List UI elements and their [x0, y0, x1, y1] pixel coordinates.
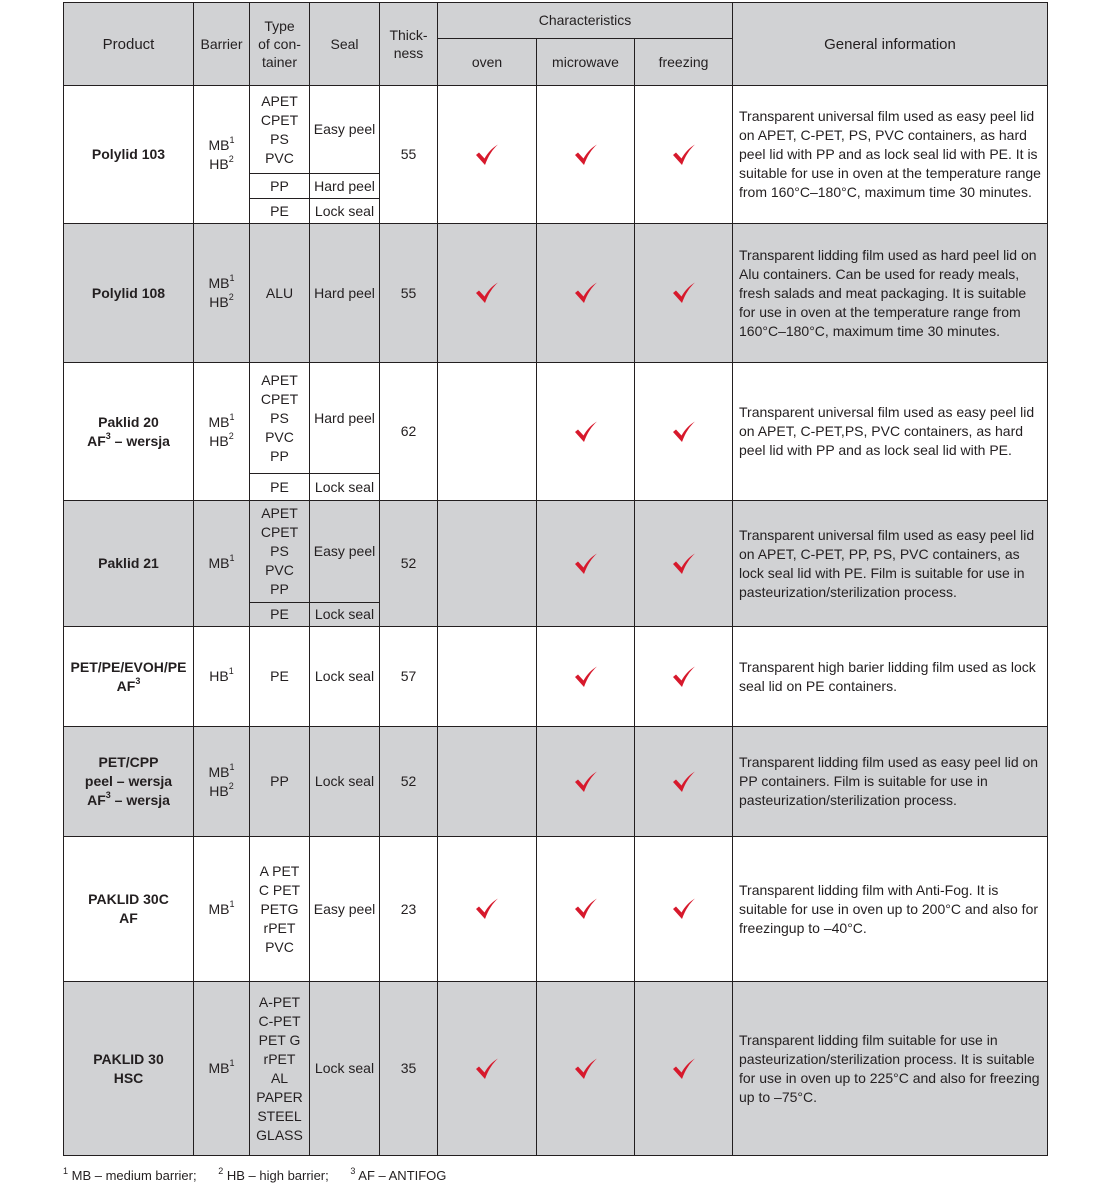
container-type: PP	[250, 727, 310, 837]
microwave-check	[537, 727, 635, 837]
barrier-cell: $MB^1$ $HB^2$	[194, 224, 250, 363]
checkmark-icon	[475, 282, 499, 304]
table-row	[64, 501, 1048, 603]
container-type: PE	[250, 603, 310, 627]
seal-type: Easy peel	[310, 86, 380, 174]
freezing-check	[635, 727, 733, 837]
barrier-cell: $MB^1$	[194, 982, 250, 1156]
oven-check	[438, 224, 537, 363]
table-row	[64, 837, 1048, 982]
oven-check	[438, 501, 537, 627]
header-seal: Seal	[310, 3, 380, 86]
checkmark-icon	[574, 1058, 598, 1080]
oven-check	[438, 627, 537, 727]
seal-type: Lock seal	[310, 727, 380, 837]
general-information: Transparent universal film used as easy peel lid on APET, C-PET, PP, PS, PVC containers, as lock seal lid with PE. Film is suitable for use in pasteurization/sterilization process.	[733, 501, 1048, 627]
product-name: PET/CPP peel – wersja $AF^3$ – wersja	[64, 727, 194, 837]
checkmark-icon	[672, 144, 696, 166]
checkmark-icon	[672, 666, 696, 688]
product-name: PET/PE/EVOH/PE $AF^3$	[64, 627, 194, 727]
freezing-check	[635, 86, 733, 224]
thickness-value: 57	[380, 627, 438, 727]
product-name: Polylid 103	[64, 86, 194, 224]
general-information: Transparent high barier lidding film used as lock seal lid on PE containers.	[733, 627, 1048, 727]
header-characteristics: Characteristics	[438, 3, 733, 39]
freezing-check	[635, 837, 733, 982]
general-information: Transparent lidding film used as hard peel lid on Alu containers. Can be used for ready meals, fresh salads and meat packaging. It is suitable for use in oven at the temperature range from 160°C–180°C, maximum time 30 minutes.	[733, 224, 1048, 363]
microwave-check	[537, 501, 635, 627]
thickness-value: 62	[380, 363, 438, 501]
seal-type: Lock seal	[310, 603, 380, 627]
header-container-type: Type of con-tainer	[250, 3, 310, 86]
thickness-value: 35	[380, 982, 438, 1156]
checkmark-icon	[672, 771, 696, 793]
oven-check	[438, 363, 537, 501]
barrier-cell: $MB^1$ $HB^2$	[194, 363, 250, 501]
checkmark-icon	[574, 553, 598, 575]
seal-type: Easy peel	[310, 837, 380, 982]
table-row	[64, 363, 1048, 474]
checkmark-icon	[574, 771, 598, 793]
footnote-item: $^2$ HB – high barrier;	[218, 1165, 329, 1183]
general-information: Transparent lidding film used as easy peel lid on PP containers. Film is suitable for use in pasteurization/sterilization process.	[733, 727, 1048, 837]
checkmark-icon	[672, 282, 696, 304]
seal-type: Lock seal	[310, 982, 380, 1156]
header-microwave: microwave	[537, 39, 635, 86]
barrier-cell: $MB^1$	[194, 501, 250, 627]
checkmark-icon	[574, 144, 598, 166]
barrier-cell: $MB^1$ $HB^2$	[194, 86, 250, 224]
footnote-item: $^3$ AF – ANTIFOG	[350, 1165, 447, 1183]
checkmark-icon	[672, 421, 696, 443]
thickness-value: 23	[380, 837, 438, 982]
checkmark-icon	[672, 553, 696, 575]
container-type: APET CPET PS PVC PP	[250, 363, 310, 474]
freezing-check	[635, 982, 733, 1156]
seal-type: Hard peel	[310, 363, 380, 474]
thickness-value: 55	[380, 224, 438, 363]
thickness-value: 52	[380, 501, 438, 627]
container-type: PP	[250, 174, 310, 199]
table-row	[64, 627, 1048, 727]
product-spec-table	[63, 2, 1048, 1156]
header-product: Product	[64, 3, 194, 86]
microwave-check	[537, 627, 635, 727]
seal-type: Lock seal	[310, 627, 380, 727]
product-name: Paklid 20 $AF^3$ – wersja	[64, 363, 194, 501]
oven-check	[438, 982, 537, 1156]
general-information: Transparent universal film used as easy peel lid on APET, C-PET,PS, PVC containers, as hard peel lid with PP and as lock seal lid with PE.	[733, 363, 1048, 501]
table-row	[64, 86, 1048, 174]
container-type: A-PET C-PET PET G rPET AL PAPER STEEL GLASS	[250, 982, 310, 1156]
header-freezing: freezing	[635, 39, 733, 86]
barrier-cell: $HB^1$	[194, 627, 250, 727]
oven-check	[438, 86, 537, 224]
checkmark-icon	[475, 898, 499, 920]
microwave-check	[537, 86, 635, 224]
seal-type: Lock seal	[310, 474, 380, 501]
header-barrier: Barrier	[194, 3, 250, 86]
checkmark-icon	[672, 898, 696, 920]
thickness-value: 55	[380, 86, 438, 224]
checkmark-icon	[475, 144, 499, 166]
thickness-value: 52	[380, 727, 438, 837]
seal-type: Hard peel	[310, 224, 380, 363]
checkmark-icon	[475, 1058, 499, 1080]
product-name: Paklid 21	[64, 501, 194, 627]
product-name: PAKLID 30C AF	[64, 837, 194, 982]
checkmark-icon	[574, 898, 598, 920]
general-information: Transparent lidding film with Anti-Fog. It is suitable for use in oven up to 200°C and also for freezingup to –40°C.	[733, 837, 1048, 982]
header-oven: oven	[438, 39, 537, 86]
microwave-check	[537, 363, 635, 501]
freezing-check	[635, 501, 733, 627]
freezing-check	[635, 224, 733, 363]
container-type: A PET C PET PETG rPET PVC	[250, 837, 310, 982]
header-thickness: Thick-ness	[380, 3, 438, 86]
checkmark-icon	[574, 421, 598, 443]
container-type: PE	[250, 627, 310, 727]
container-type: ALU	[250, 224, 310, 363]
table-row	[64, 727, 1048, 837]
product-name: Polylid 108	[64, 224, 194, 363]
footnote	[63, 1165, 464, 1183]
general-information: Transparent lidding film suitable for use in pasteurization/sterilization process. It is suitable for use in oven up to 225°C and also for freezing up to –75°C.	[733, 982, 1048, 1156]
oven-check	[438, 727, 537, 837]
checkmark-icon	[672, 1058, 696, 1080]
barrier-cell: $MB^1$ $HB^2$	[194, 727, 250, 837]
container-type: APET CPET PS PVC PP	[250, 501, 310, 603]
microwave-check	[537, 837, 635, 982]
product-name: PAKLID 30 HSC	[64, 982, 194, 1156]
microwave-check	[537, 982, 635, 1156]
checkmark-icon	[574, 666, 598, 688]
seal-type: Lock seal	[310, 199, 380, 224]
general-information: Transparent universal film used as easy peel lid on APET, C-PET, PS, PVC containers, as hard peel lid with PP and as lock seal lid with PE. It is suitable for use in oven at the temperature range from 160°C–180°C, maximum time 30 minutes.	[733, 86, 1048, 224]
freezing-check	[635, 627, 733, 727]
container-type: APET CPET PS PVC	[250, 86, 310, 174]
oven-check	[438, 837, 537, 982]
microwave-check	[537, 224, 635, 363]
freezing-check	[635, 363, 733, 501]
barrier-cell: $MB^1$	[194, 837, 250, 982]
table-row	[64, 982, 1048, 1156]
container-type: PE	[250, 199, 310, 224]
checkmark-icon	[574, 282, 598, 304]
footnote-item: $^1$ MB – medium barrier;	[63, 1165, 197, 1183]
seal-type: Hard peel	[310, 174, 380, 199]
container-type: PE	[250, 474, 310, 501]
header-general-information: General information	[733, 3, 1048, 86]
seal-type: Easy peel	[310, 501, 380, 603]
table-row	[64, 224, 1048, 363]
